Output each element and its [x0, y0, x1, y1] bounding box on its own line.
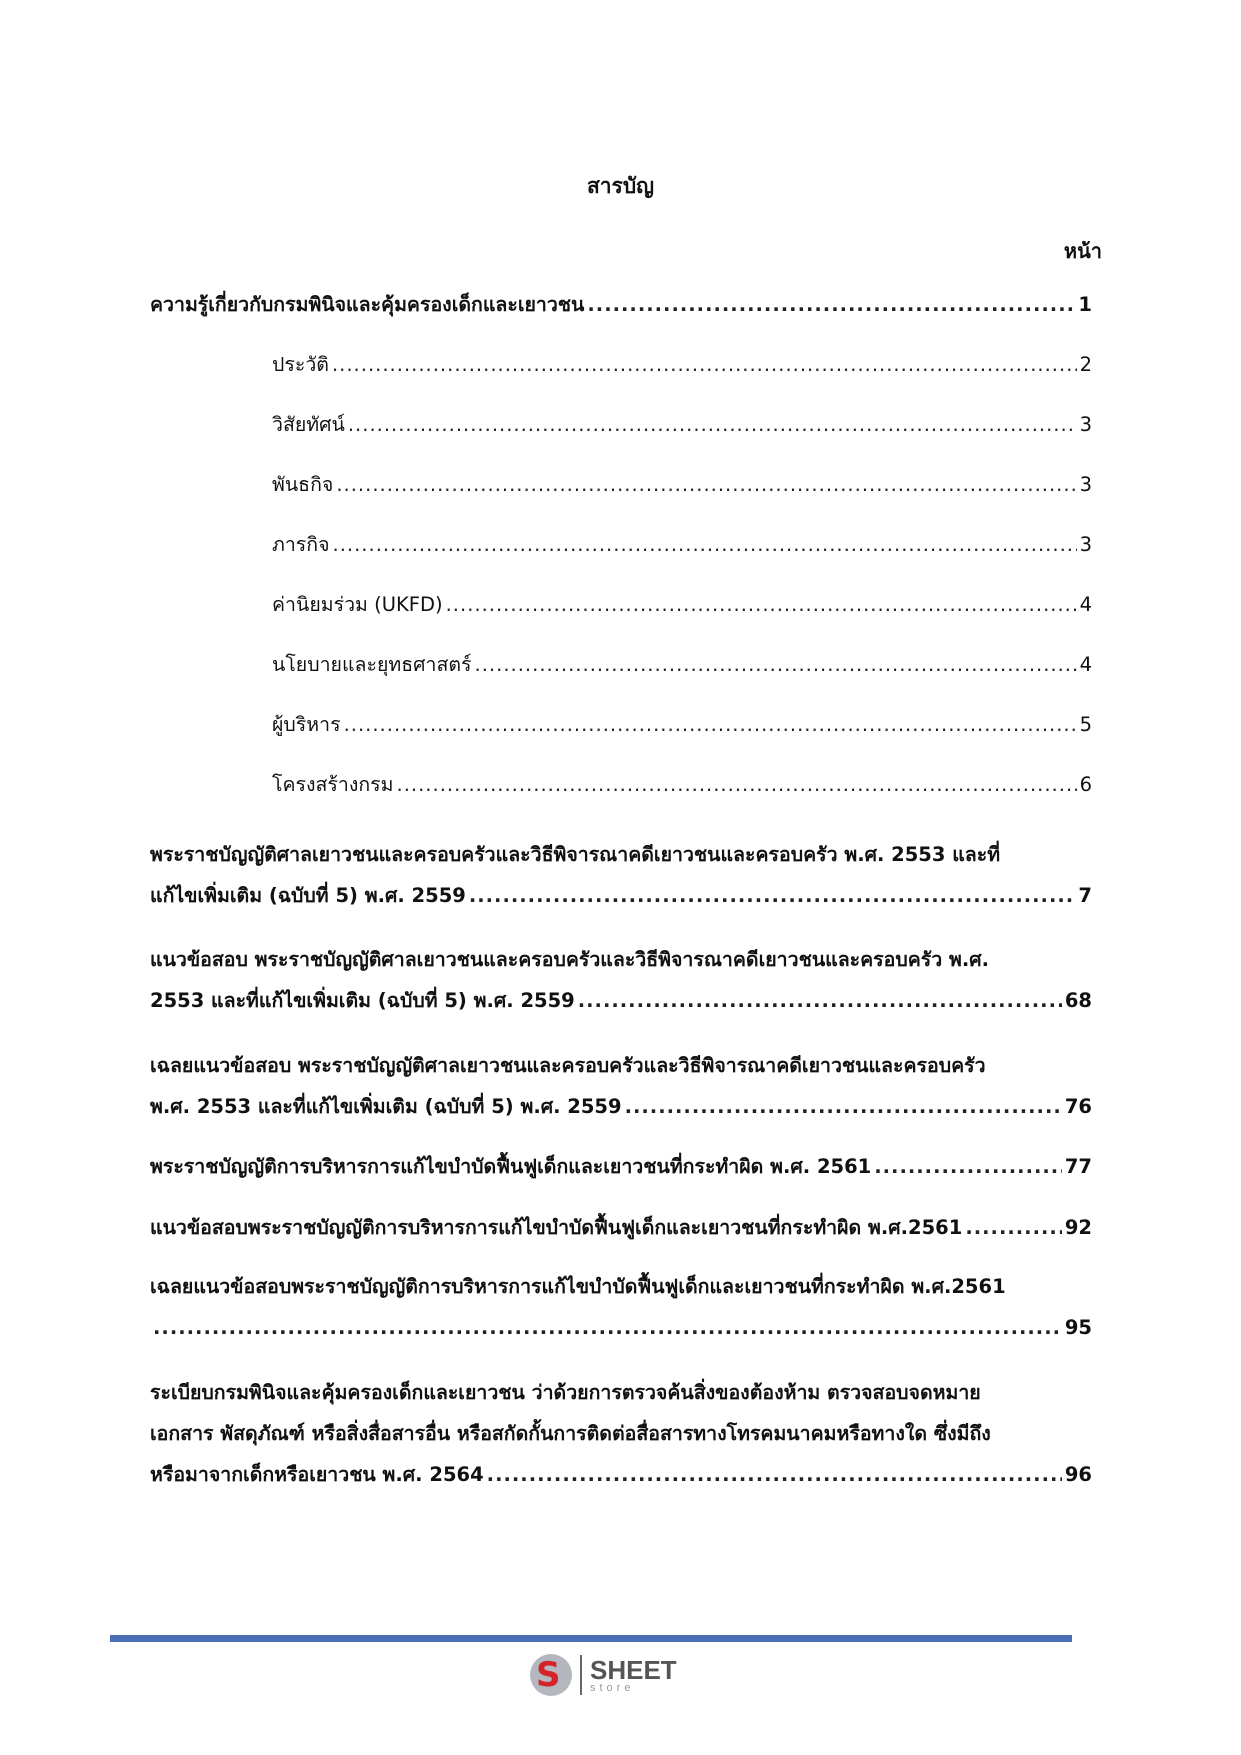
toc-entry-text: พันธกิจ [272, 473, 334, 496]
toc-entry-page: 7 [1078, 884, 1092, 907]
sheet-store-logo [530, 1654, 677, 1696]
dot-leader [587, 290, 1075, 320]
dot-leader [446, 590, 1077, 620]
toc-entry[interactable] [150, 881, 1092, 911]
toc-entry-text: พระราชบัญญัติการบริหารการแก้ไขบำบัดฟื้นฟูเด็กและเยาวชนที่กระทำผิด พ.ศ. 2561 [150, 1155, 872, 1178]
footer-divider [110, 1635, 1072, 1642]
toc-entry[interactable] [150, 1092, 1092, 1122]
toc-subentry[interactable] [272, 410, 1092, 440]
toc-entry-page: 1 [1078, 293, 1092, 316]
toc-entry-text: ภารกิจ [272, 533, 330, 556]
toc-entry-text: 2553 และที่แก้ไขเพิ่มเติม (ฉบับที่ 5) พ.ศ. 2559 [150, 989, 575, 1012]
dot-leader [332, 350, 1077, 380]
logo-separator [580, 1655, 582, 1695]
dot-leader [578, 986, 1062, 1016]
toc-entry-line1[interactable]: เฉลยแนวข้อสอบ พระราชบัญญัติศาลเยาวชนและครอบครัวและวิธีพิจารณาคดีเยาวชนและครอบครัว [150, 1054, 986, 1077]
dot-leader [874, 1152, 1062, 1182]
toc-entry-line1[interactable]: พระราชบัญญัติศาลเยาวชนและครอบครัวและวิธีพิจารณาคดีเยาวชนและครอบครัว พ.ศ. 2553 และที่ [150, 843, 1001, 866]
toc-entry-text: โครงสร้างกรม [272, 773, 394, 796]
dot-leader [344, 710, 1077, 740]
toc-subentry[interactable] [272, 650, 1092, 680]
toc-subentry[interactable] [272, 350, 1092, 380]
dot-leader [336, 470, 1076, 500]
toc-entry-text: แนวข้อสอบพระราชบัญญัติการบริหารการแก้ไขบำบัดฟื้นฟูเด็กและเยาวชนที่กระทำผิด พ.ศ.2561 [150, 1216, 963, 1239]
toc-entry-page: 3 [1079, 473, 1092, 496]
toc-entry-text: หรือมาจากเด็กหรือเยาวชน พ.ศ. 2564 [150, 1463, 484, 1486]
toc-entry-text: ความรู้เกี่ยวกับกรมพินิจและคุ้มครองเด็กและเยาวชน [150, 293, 585, 316]
toc-entry-text: พ.ศ. 2553 และที่แก้ไขเพิ่มเติม (ฉบับที่ 5) พ.ศ. 2559 [150, 1095, 622, 1118]
dot-leader [397, 770, 1077, 800]
toc-entry-text: ประวัติ [272, 353, 329, 376]
toc-entry-text: นโยบายและยุทธศาสตร์ [272, 653, 472, 676]
dot-leader [469, 881, 1076, 911]
toc-entry[interactable] [150, 986, 1092, 1016]
sheet-logo-icon [530, 1654, 572, 1696]
toc-entry-text: ผู้บริหาร [272, 713, 341, 736]
logo-letter: S [536, 1655, 561, 1695]
toc-entry[interactable] [150, 290, 1092, 320]
toc-entry-page: 68 [1064, 989, 1092, 1012]
toc-entry-page: 2 [1079, 353, 1092, 376]
toc-entry[interactable] [150, 1152, 1092, 1182]
dot-leader [333, 530, 1077, 560]
toc-subentry[interactable] [272, 530, 1092, 560]
toc-entry[interactable] [150, 1313, 1092, 1343]
toc-entry-text: แก้ไขเพิ่มเติม (ฉบับที่ 5) พ.ศ. 2559 [150, 884, 466, 907]
toc-title: สารบัญ [586, 174, 655, 198]
toc-entry-page: 5 [1079, 713, 1092, 736]
dot-leader [965, 1213, 1062, 1243]
brand-subname: store [590, 1681, 635, 1694]
toc-entry-page: 95 [1064, 1316, 1092, 1339]
toc-subentry[interactable] [272, 590, 1092, 620]
toc-subentry[interactable] [272, 770, 1092, 800]
toc-entry-line1[interactable]: แนวข้อสอบ พระราชบัญญัติศาลเยาวชนและครอบครัวและวิธีพิจารณาคดีเยาวชนและครอบครัว พ.ศ. [150, 948, 990, 971]
toc-entry-line2[interactable]: เอกสาร พัสดุภัณฑ์ หรือสิ่งสื่อสารอื่น หรือสกัดกั้นการติดต่อสื่อสารทางโทรคมนาคมหรือทางใด ซึ่งมีถึง [150, 1422, 991, 1445]
toc-entry-page: 6 [1079, 773, 1092, 796]
dot-leader [487, 1460, 1062, 1490]
toc-entry[interactable] [150, 1460, 1092, 1490]
toc-entry-text: ค่านิยมร่วม (UKFD) [272, 593, 443, 616]
toc-entry[interactable] [150, 1213, 1092, 1243]
toc-entry-line1[interactable]: เฉลยแนวข้อสอบพระราชบัญญัติการบริหารการแก้ไขบำบัดฟื้นฟูเด็กและเยาวชนที่กระทำผิด พ.ศ.2561 [150, 1275, 1006, 1298]
toc-entry-page: 3 [1079, 413, 1092, 436]
dot-leader [625, 1092, 1062, 1122]
toc-entry-page: 4 [1079, 653, 1092, 676]
toc-subentry[interactable] [272, 470, 1092, 500]
toc-entry-page: 96 [1064, 1463, 1092, 1486]
dot-leader [348, 410, 1077, 440]
dot-leader [475, 650, 1077, 680]
dot-leader [153, 1313, 1062, 1343]
toc-entry-page: 77 [1064, 1155, 1092, 1178]
toc-entry-line1[interactable]: ระเบียบกรมพินิจและคุ้มครองเด็กและเยาวชน ว่าด้วยการตรวจค้นสิ่งของต้องห้าม ตรวจสอบจดหมาย [150, 1381, 981, 1404]
page-column-header: หน้า [1063, 239, 1102, 263]
toc-subentry[interactable] [272, 710, 1092, 740]
toc-entry-page: 3 [1079, 533, 1092, 556]
brand-name: SHEET [590, 1654, 677, 1685]
toc-entry-page: 92 [1064, 1216, 1092, 1239]
toc-entry-text: วิสัยทัศน์ [272, 413, 345, 436]
logo-wordmark [590, 1654, 677, 1694]
toc-entry-page: 4 [1079, 593, 1092, 616]
toc-entry-page: 76 [1064, 1095, 1092, 1118]
